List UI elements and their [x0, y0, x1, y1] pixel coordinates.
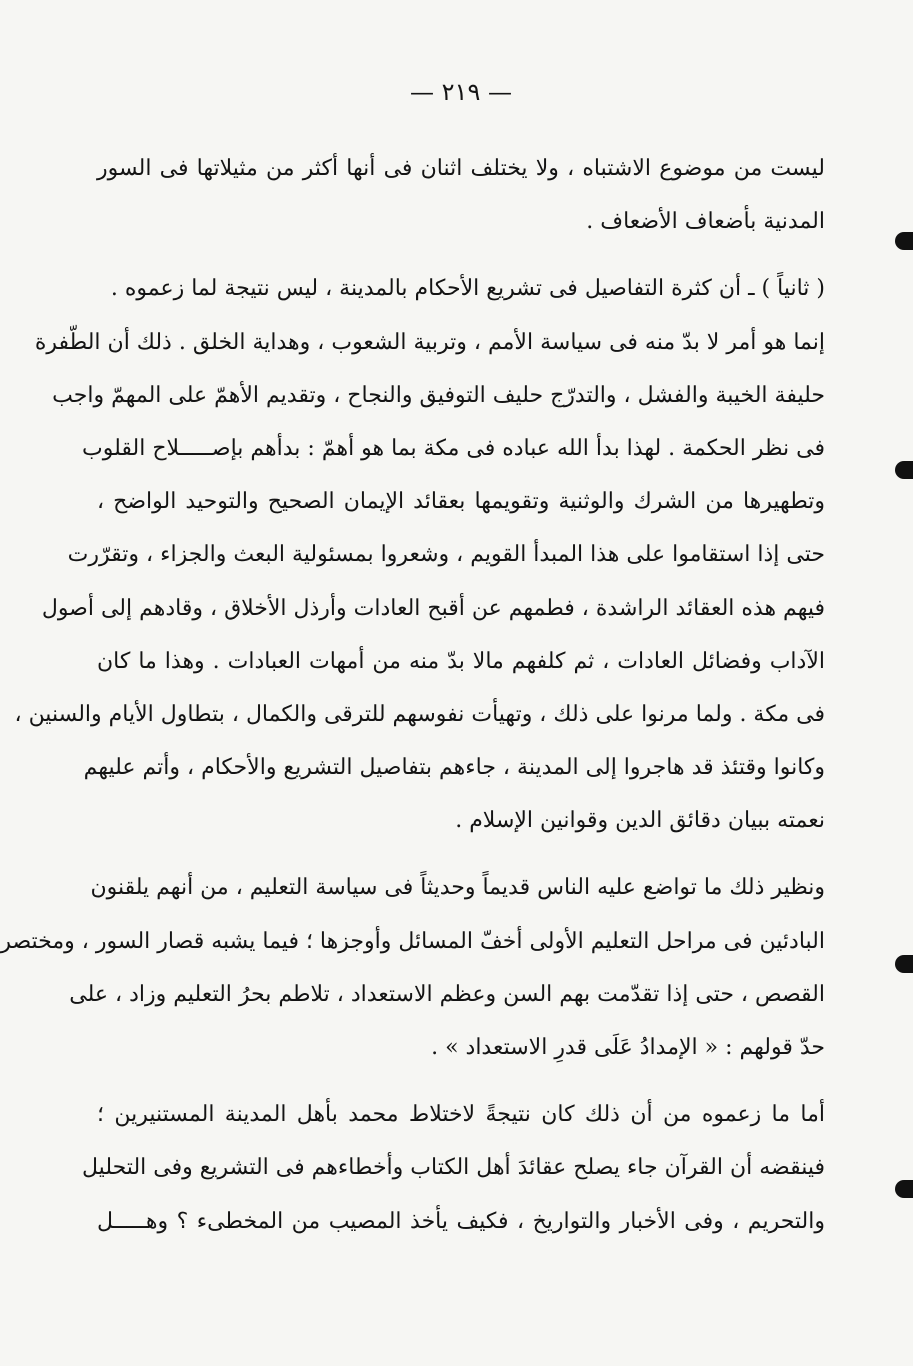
body-text	[0, 142, 826, 1248]
binding-hole-mark	[895, 461, 913, 479]
text-line: القصص ، حتى إذا تقدّمت بهم السن وعظم الاستعداد ، تلاطم بحرُ التعليم وزاد ، على	[69, 981, 825, 1007]
text-line: حليفة الخيبة والفشل ، والتدرّج حليف التوفيق والنجاح ، وتقديم الأهمّ على المهمّ واجب	[52, 382, 825, 408]
text-line: ونظير ذلك ما تواضع عليه الناس قديماً وحديثاً فى سياسة التعليم ، من أنهم يلقنون	[90, 875, 825, 901]
text-line: نعمته ببيان دقائق الدين وقوانين الإسلام .	[455, 808, 825, 834]
text-line: المدنية بأضعاف الأضعاف .	[586, 209, 825, 235]
text-line: ليست من موضوع الاشتباه ، ولا يختلف اثنان فى أنها أكثر من مثيلاتها فى السور	[97, 156, 826, 181]
page-number: — ٢١٩ —	[410, 78, 512, 106]
text-line: فينقضه أن القرآن جاء يصلح عقائدَ أهل الكتاب وأخطاءهم فى التشريع وفى التحليل	[82, 1155, 825, 1181]
text-line: حدّ قولهم : « الإمدادُ عَلَى قدرِ الاستعداد » .	[431, 1035, 825, 1060]
text-line: وتطهيرها من الشرك والوثنية وتقويمها بعقائد الإيمان الصحيح والتوحيد الواضح ،	[97, 489, 825, 515]
text-line: والتحريم ، وفى الأخبار والتواريخ ، فكيف يأخذ المصيب من المخطىء ؟ وهـــــل	[97, 1208, 825, 1234]
binding-hole-mark	[895, 232, 913, 250]
text-line: الآداب وفضائل العادات ، ثم كلفهم مالا بدّ منه من أمهات العبادات . وهذا ما كان	[97, 648, 825, 674]
text-line: البادئين فى مراحل التعليم الأولى أخفّ المسائل وأوجزها ؛ فيما يشبه قصار السور ، ومختصر	[0, 928, 825, 954]
text-line: فى مكة . ولما مرنوا على ذلك ، وتهيأت نفوسهم للترقى والكمال ، بتطاول الأيام والسنين ،	[14, 701, 825, 727]
binding-hole-mark	[895, 1180, 913, 1198]
text-line: وكانوا وقتئذ قد هاجروا إلى المدينة ، جاءهم بتفاصيل التشريع والأحكام ، وأتم عليهم	[83, 755, 825, 781]
binding-hole-mark	[895, 955, 913, 973]
text-line: حتى إذا استقاموا على هذا المبدأ القويم ، وشعروا بمسئولية البعث والجزاء ، وتقرّرت	[67, 542, 825, 568]
text-line: أما ما زعموه من أن ذلك كان نتيجةً لاختلاط محمد بأهل المدينة المستنيرين ؛	[97, 1102, 825, 1128]
text-line: إنما هو أمر لا بدّ منه فى سياسة الأمم ، وتربية الشعوب ، وهداية الخلق . ذلك أن الطّفرة	[34, 329, 825, 355]
text-line: ( ثانياً ) ـ أن كثرة التفاصيل فى تشريع الأحكام بالمدينة ، ليس نتيجة لما زعموه .	[110, 276, 825, 302]
text-line: فى نظر الحكمة . لهذا بدأ الله عباده فى مكة بما هو أهمّ : بدأهم بإصـــــلاح القلوب	[82, 435, 825, 461]
text-line: فيهم هذه العقائد الراشدة ، فطمهم عن أقبح العادات وأرذل الأخلاق ، وقادهم إلى أصول	[41, 595, 825, 621]
